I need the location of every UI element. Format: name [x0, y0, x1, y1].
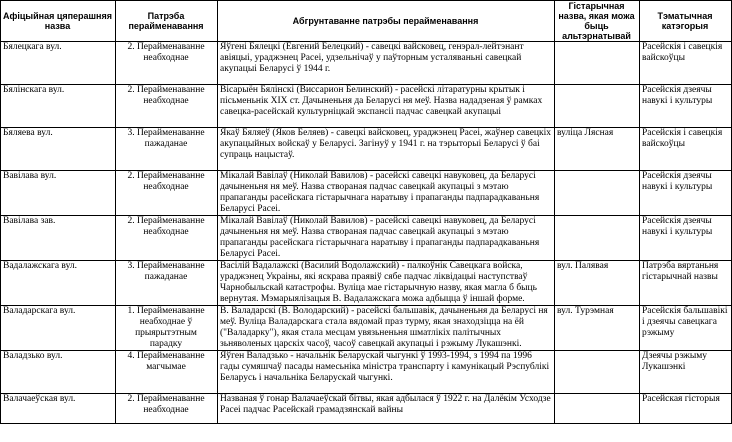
- cell-need: 2. Перайменаванне неабходнае: [116, 216, 218, 261]
- cell-reason: В. Валадарскі (В. Володарский) - расейскі бальшавік, дачыненьня да Беларусі ня меў. Вуліца Валадарскага стала вядомай праз турму, якая знаходзіцца на ёй ("Валадарку"), якая стала месцам увязьненьня шматлікіх палітычных зьняволеных царскіх часоў, часоў савецкай акупацыі і рэжыму Лукашэнкі.: [218, 306, 555, 351]
- cell-official-name: Бялінскага вул.: [1, 85, 116, 128]
- table-row: [1, 306, 732, 351]
- cell-historical-name: [555, 216, 640, 261]
- cell-historical-name: вул. Палявая: [555, 261, 640, 306]
- header-official-name: Афіцыйная цяперашняя назва: [1, 1, 116, 42]
- cell-official-name: Бялецкага вул.: [1, 42, 116, 85]
- cell-category: Расейская гісторыя: [640, 394, 732, 424]
- cell-reason: Яўген Валадзько - начальнік Беларускай чыгункі ў 1993-1994, з 1994 па 1996 гады сумяшчаў пасады намесьніка міністра транспарту і камунікацый Рэспублікі Беларусь і начальніка Беларускай чыгункі.: [218, 351, 555, 394]
- header-reason: Абгрунтаванне патрэбы перайменавання: [218, 1, 555, 42]
- cell-reason: Якаў Бяляеў (Яков Беляев) - савецкі вайсковец, ураджэнец Расеі, жаўнер савецкіх акупацыйных войскаў у Беларусі. Загінуў у 1941 г. на тэрыторыі Беларусі ў баі супраць нацыстаў.: [218, 128, 555, 171]
- table-row: [1, 394, 732, 424]
- table-row: [1, 261, 732, 306]
- cell-category: Расейскія бальшавікі і дзеячы савецкага рэжыму: [640, 306, 732, 351]
- header-category: Тэматычная катэгорыя: [640, 1, 732, 42]
- cell-reason: Названая ў гонар Валачаеўскай бітвы, якая адбылася ў 1922 г. на Далёкім Усходзе Расеі падчас Расейскай грамадзянскай вайны: [218, 394, 555, 424]
- table-row: [1, 42, 732, 85]
- header-need: Патрэба перайменавання: [116, 1, 218, 42]
- cell-reason: Мікалай Вавілаў (Николай Вавилов) - расейскі савецкі навуковец, да Беларусі дачыненьня ня меў. Назва створаная падчас савецкай акупацыі з мэтаю прапаганды расейскага гістарычнага наратыву і прапаганды падпарадкаваньня Беларусі Расеі.: [218, 216, 555, 261]
- cell-need: 1. Перайменаванне неабходнае ў прыярытэтным парадку: [116, 306, 218, 351]
- cell-category: Расейскія дзеячы навукі і культуры: [640, 216, 732, 261]
- cell-reason: Мікалай Вавілаў (Николай Вавилов) - расейскі савецкі навуковец, да Беларусі дачыненьня ня меў. Назва створаная падчас савецкай акупацыі з мэтаю прапаганды расейскага гістарычнага наратыву і прапаганды падпарадкаваньня Беларусі Расеі.: [218, 171, 555, 216]
- cell-need: 2. Перайменаванне неабходнае: [116, 394, 218, 424]
- cell-need: 2. Перайменаванне неабходнае: [116, 171, 218, 216]
- cell-category: Дзеячы рэжыму Лукашэнкі: [640, 351, 732, 394]
- cell-historical-name: вул. Турэмная: [555, 306, 640, 351]
- cell-official-name: Валадзько вул.: [1, 351, 116, 394]
- cell-historical-name: [555, 394, 640, 424]
- header-historical-name: Гістарычная назва, якая можа быць альтэрнатывай: [555, 1, 640, 42]
- table-row: [1, 128, 732, 171]
- cell-need: 2. Перайменаванне неабходнае: [116, 42, 218, 85]
- cell-official-name: Вадалажскага вул.: [1, 261, 116, 306]
- table-row: [1, 85, 732, 128]
- cell-official-name: Бяляева вул.: [1, 128, 116, 171]
- cell-need: 4. Перайменаванне магчымае: [116, 351, 218, 394]
- cell-category: Расейскія дзеячы навукі і культуры: [640, 171, 732, 216]
- cell-official-name: Валадарскага вул.: [1, 306, 116, 351]
- cell-category: Патрэба вяртаньня гістарычнай назвы: [640, 261, 732, 306]
- table-row: [1, 351, 732, 394]
- cell-reason: Васілій Вадалажскі (Василий Водолажский) - палкоўнік Савецкага войска, ураджэнец Украіны, які яскрава праявіў сябе падчас ліквідацыі наступстваў Чарнобыльскай катастрофы. Вуліца мае гістарычную назву, якая магла б быць вернутая. Мэмарыялізацыя В. Вадалажскага можа адбыцца ў іншай форме.: [218, 261, 555, 306]
- cell-official-name: Вавілава вул.: [1, 171, 116, 216]
- cell-need: 3. Перайменаванне пажаданае: [116, 128, 218, 171]
- cell-historical-name: [555, 85, 640, 128]
- table-row: [1, 216, 732, 261]
- cell-historical-name: [555, 171, 640, 216]
- cell-category: Расейскія і савецкія вайскоўцы: [640, 42, 732, 85]
- cell-reason: Вісарыён Бялінскі (Виссарион Белинский) - расейскі літаратурны крытык і пісьменьнік XIX ст. Дачыненьня да Беларусі ня меў. Назва нададзеная ў рамках савецка-расейскай культурніцкай экспансіі падчас савецкай акупацыі: [218, 85, 555, 128]
- cell-historical-name: [555, 351, 640, 394]
- cell-need: 3. Перайменаванне пажаданае: [116, 261, 218, 306]
- cell-official-name: Валачаеўская вул.: [1, 394, 116, 424]
- cell-category: Расейскія дзеячы навукі і культуры: [640, 85, 732, 128]
- cell-historical-name: вуліца Лясная: [555, 128, 640, 171]
- cell-reason: Яўгені Бялецкі (Евгений Белецкий) - савецкі вайсковец, генэрал-лейтэнант авіяцыі, ураджэнец Расеі, удзельнічаў у паўторным усталяваньні савецкай акупацыі Беларусі ў 1944 г.: [218, 42, 555, 85]
- table-header-row: [1, 1, 732, 42]
- cell-historical-name: [555, 42, 640, 85]
- cell-official-name: Вавілава зав.: [1, 216, 116, 261]
- cell-need: 2. Перайменаванне неабходнае: [116, 85, 218, 128]
- cell-category: Расейскія і савецкія вайскоўцы: [640, 128, 732, 171]
- table-row: [1, 171, 732, 216]
